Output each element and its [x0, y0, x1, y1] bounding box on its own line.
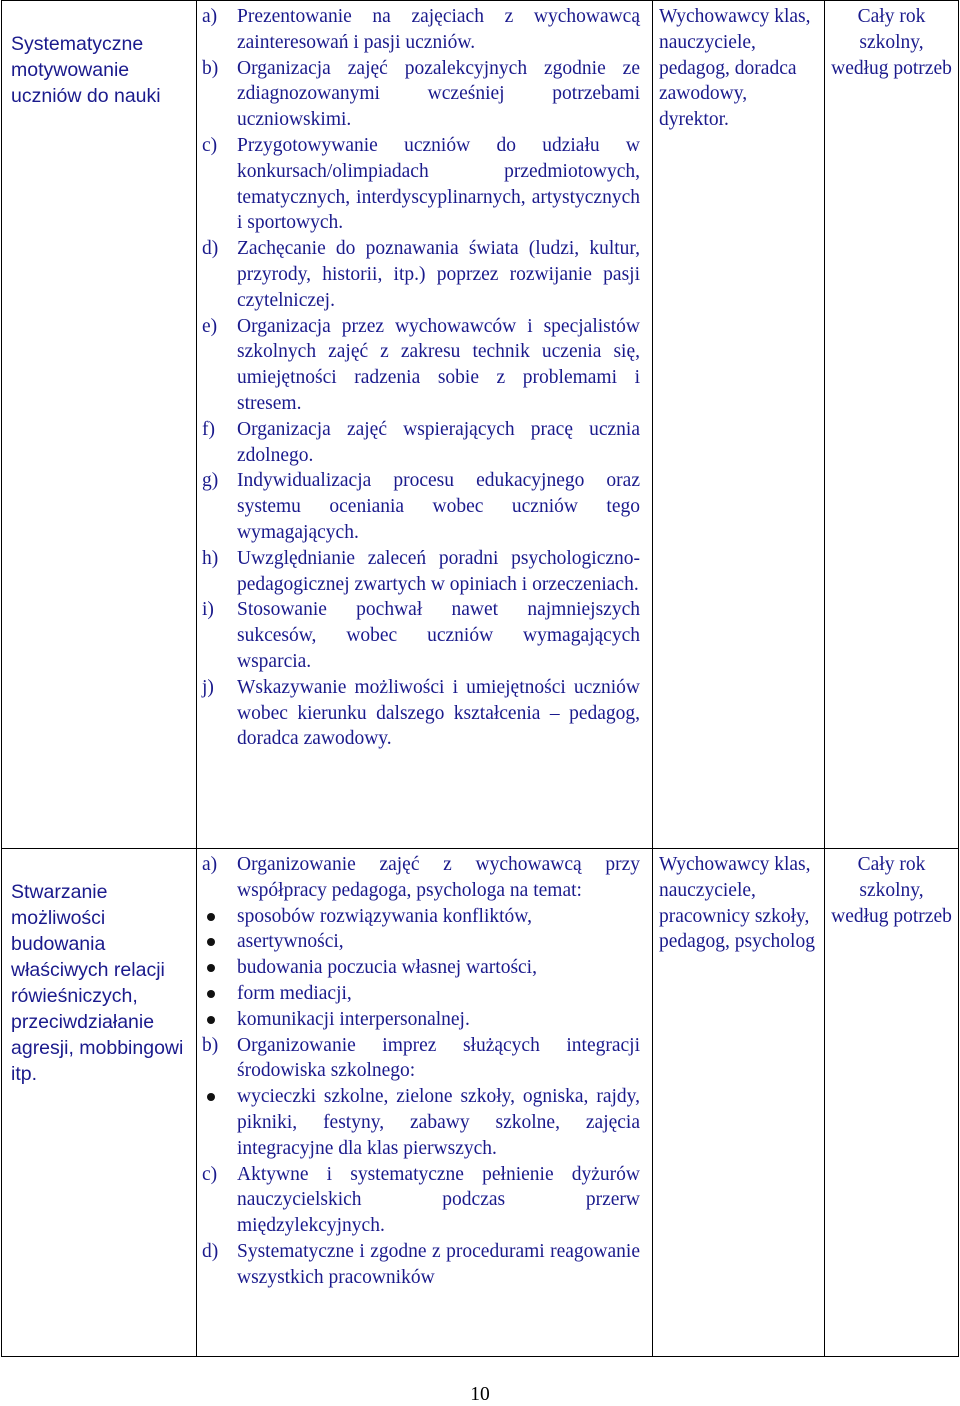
timing-text: Cały rok szkolny, według potrzeb: [831, 854, 952, 927]
table-row: [2, 849, 959, 1357]
bullet-text: asertywności,: [237, 931, 344, 953]
task-item: [202, 133, 640, 236]
goal-cell: [2, 1, 197, 849]
bullet-icon: [207, 913, 215, 921]
task-item: [202, 468, 640, 545]
task-label: a): [202, 6, 218, 27]
task-item: [202, 4, 640, 56]
tasks-cell: [197, 1, 653, 849]
task-item: [202, 1239, 640, 1291]
bullet-item: [237, 955, 640, 981]
task-item: [202, 546, 640, 598]
goal-text: Stwarzanie możliwości budowania właściwych relacji rówieśniczych, przeciwdziałanie agresji, mobbingowi itp.: [11, 881, 184, 1085]
bullet-item: [237, 1084, 640, 1161]
task-text: Organizacja zajęć wspierających pracę ucznia zdolnego.: [237, 418, 640, 466]
task-label: b): [202, 1034, 219, 1056]
task-text: Wskazywanie możliwości i umiejętności uczniów wobec kierunku dalszego kształcenia – pedagog, doradca zawodowy.: [237, 676, 640, 750]
timing-cell: [825, 849, 959, 1357]
task-text: Prezentowanie na zajęciach z wychowawcą zainteresowań i pasji uczniów.: [237, 6, 640, 53]
task-list: [197, 849, 652, 1291]
task-item: [202, 314, 640, 417]
task-item: [202, 675, 640, 752]
task-label: e): [202, 315, 218, 337]
task-item: [202, 597, 640, 674]
task-label: c): [202, 1163, 218, 1185]
bullet-text: budowania poczucia własnej wartości,: [237, 957, 537, 979]
bullet-icon: [207, 964, 215, 972]
task-text: Indywidualizacja procesu edukacyjnego oraz systemu oceniania wobec uczniów tego wymagających.: [237, 470, 640, 543]
goal-cell: [2, 849, 197, 1357]
task-text: Aktywne i systematyczne pełnienie dyżurów nauczycielskich podczas przerw międzylekcyjnych.: [237, 1163, 640, 1237]
task-text: Systematyczne i zgodne z procedurami reagowanie wszystkich pracowników: [237, 1240, 640, 1288]
task-text: Organizowanie imprez służących integracji środowiska szkolnego:: [237, 1034, 640, 1082]
bullet-item: [237, 904, 640, 930]
bullet-item: [237, 1007, 640, 1033]
task-item: [202, 852, 640, 904]
bullet-item: [237, 981, 640, 1007]
task-list: [197, 1, 652, 752]
task-label: f): [202, 418, 215, 440]
tasks-cell: [197, 849, 653, 1357]
task-label: i): [202, 599, 214, 621]
bullet-item: [237, 929, 640, 955]
task-label: a): [202, 854, 218, 875]
bullet-list: [237, 904, 640, 1033]
bullet-text: sposobów rozwiązywania konfliktów,: [237, 905, 532, 927]
plan-table: [1, 0, 959, 1357]
goal-text: Systematyczne motywowanie uczniów do nauki: [11, 33, 161, 107]
task-label: c): [202, 134, 218, 156]
bullet-icon: [207, 990, 215, 998]
bullet-icon: [207, 938, 215, 946]
task-item: [202, 1033, 640, 1085]
task-text: Organizacja zajęć pozalekcyjnych zgodnie ze zdiagnozowanymi wcześniej potrzebami uczniowskimi.: [237, 57, 640, 131]
task-text: Stosowanie pochwał nawet najmniejszych sukcesów, wobec uczniów wymagających wsparcia.: [237, 599, 640, 672]
task-label: d): [202, 238, 219, 260]
responsible-cell: [653, 849, 825, 1357]
page-number: 10: [470, 1384, 490, 1405]
task-item: [202, 56, 640, 133]
bullet-text: form mediacji,: [237, 982, 352, 1004]
task-label: j): [202, 676, 214, 698]
timing-text: Cały rok szkolny, według potrzeb: [831, 6, 952, 79]
bullet-text: wycieczki szkolne, zielone szkoły, ogniska, rajdy, pikniki, festyny, zabawy szkolne, zajęcia integracyjne dla klas pierwszych.: [237, 1086, 640, 1159]
task-label: b): [202, 57, 219, 79]
bullet-text: komunikacji interpersonalnej.: [237, 1008, 470, 1030]
task-text: Zachęcanie do poznawania świata (ludzi, kultur, przyrody, historii, itp.) poprzez rozwijanie pasji czytelniczej.: [237, 238, 640, 311]
table-row: [2, 1, 959, 849]
bullet-icon: [207, 1016, 215, 1024]
timing-cell: [825, 1, 959, 849]
task-label: g): [202, 470, 219, 492]
task-text: Organizowanie zajęć z wychowawcą przy współpracy pedagoga, psychologa na temat:: [237, 854, 640, 901]
bullet-list: [237, 1084, 640, 1161]
task-text: Organizacja przez wychowawców i specjalistów szkolnych zajęć z zakresu technik uczenia się, umiejętności radzenia sobie z problemami i stresem.: [237, 315, 640, 414]
responsible-text: Wychowawcy klas, nauczyciele, pracownicy szkoły, pedagog, psycholog: [659, 854, 815, 953]
task-item: [202, 1162, 640, 1239]
task-label: h): [202, 547, 219, 569]
task-label: d): [202, 1240, 219, 1262]
task-item: [202, 236, 640, 313]
task-text: Uwzględnianie zaleceń poradni psychologiczno-pedagogicznej zwartych w opiniach i orzeczeniach.: [237, 547, 640, 595]
task-item: [202, 417, 640, 469]
task-text: Przygotowywanie uczniów do udziału w konkursach/olimpiadach przedmiotowych, tematycznych, interdyscyplinarnych, artystycznych i sportowych.: [237, 134, 640, 234]
bullet-icon: [207, 1093, 215, 1101]
responsible-text: Wychowawcy klas, nauczyciele, pedagog, doradca zawodowy, dyrektor.: [659, 6, 811, 131]
responsible-cell: [653, 1, 825, 849]
